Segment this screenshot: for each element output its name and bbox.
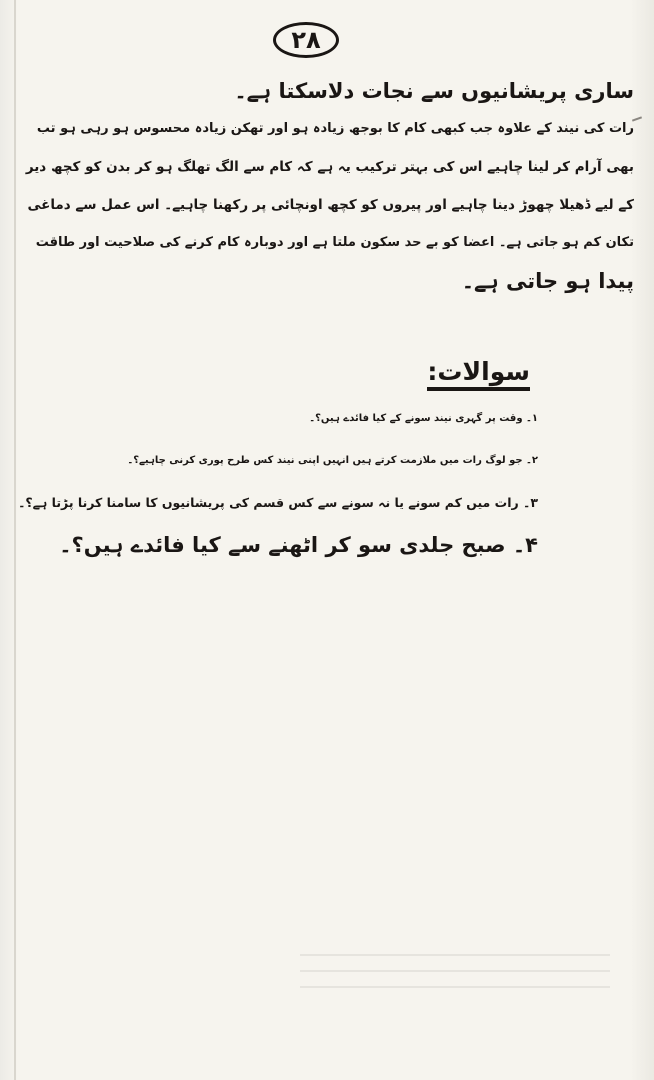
paragraph-line: کے لیے ڈھیلا چھوڑ دینا چاہیے اور پیروں کو کچھ اونچائی پر رکھنا چاہیے۔ اس عمل سے دماغی: [27, 197, 634, 213]
question-item: ۴۔ صبح جلدی سو کر اٹھنے سے کیا فائدے ہیں؟۔: [59, 533, 538, 557]
body-paragraph: [22, 72, 634, 300]
paragraph-line: پیدا ہو جاتی ہے۔: [461, 269, 634, 293]
page-number: ۲۸: [273, 22, 339, 58]
page-gutter: [14, 0, 16, 1080]
question-item: ۳۔ رات میں کم سونے یا نہ سونے سے کس قسم کی پریشانیوں کا سامنا کرنا پڑتا ہے؟۔: [18, 495, 538, 510]
paragraph-line: ساری پریشانیوں سے نجات دلاسکتا ہے۔: [234, 79, 634, 103]
paragraph-line: تکان کم ہو جاتی ہے۔ اعضا کو بے حد سکون ملتا ہے اور دوبارہ کام کرنے کی صلاحیت اور طاقت: [35, 235, 634, 250]
question-item: ۱۔ وقت پر گہری نیند سونے کے کیا فائدے ہیں؟۔: [309, 413, 538, 424]
questions-heading: سوالات:: [427, 357, 530, 391]
questions-list: [18, 398, 538, 566]
paragraph-line: بھی آرام کر لینا چاہیے اس کی بہتر ترکیب یہ ہے کہ کام سے الگ تھلگ ہو کر بدن کو کچھ دیر: [25, 159, 634, 175]
bleed-through-text: [300, 940, 610, 1020]
paragraph-line: رات کی نیند کے علاوہ جب کبھی کام کا بوجھ زیادہ ہو اور تھکن زیادہ محسوس ہو رہی ہو تب: [36, 121, 634, 136]
question-item: ۲۔ جو لوگ رات میں ملازمت کرتے ہیں انہیں اپنی نیند کس طرح پوری کرنی چاہیے؟۔: [127, 455, 538, 466]
